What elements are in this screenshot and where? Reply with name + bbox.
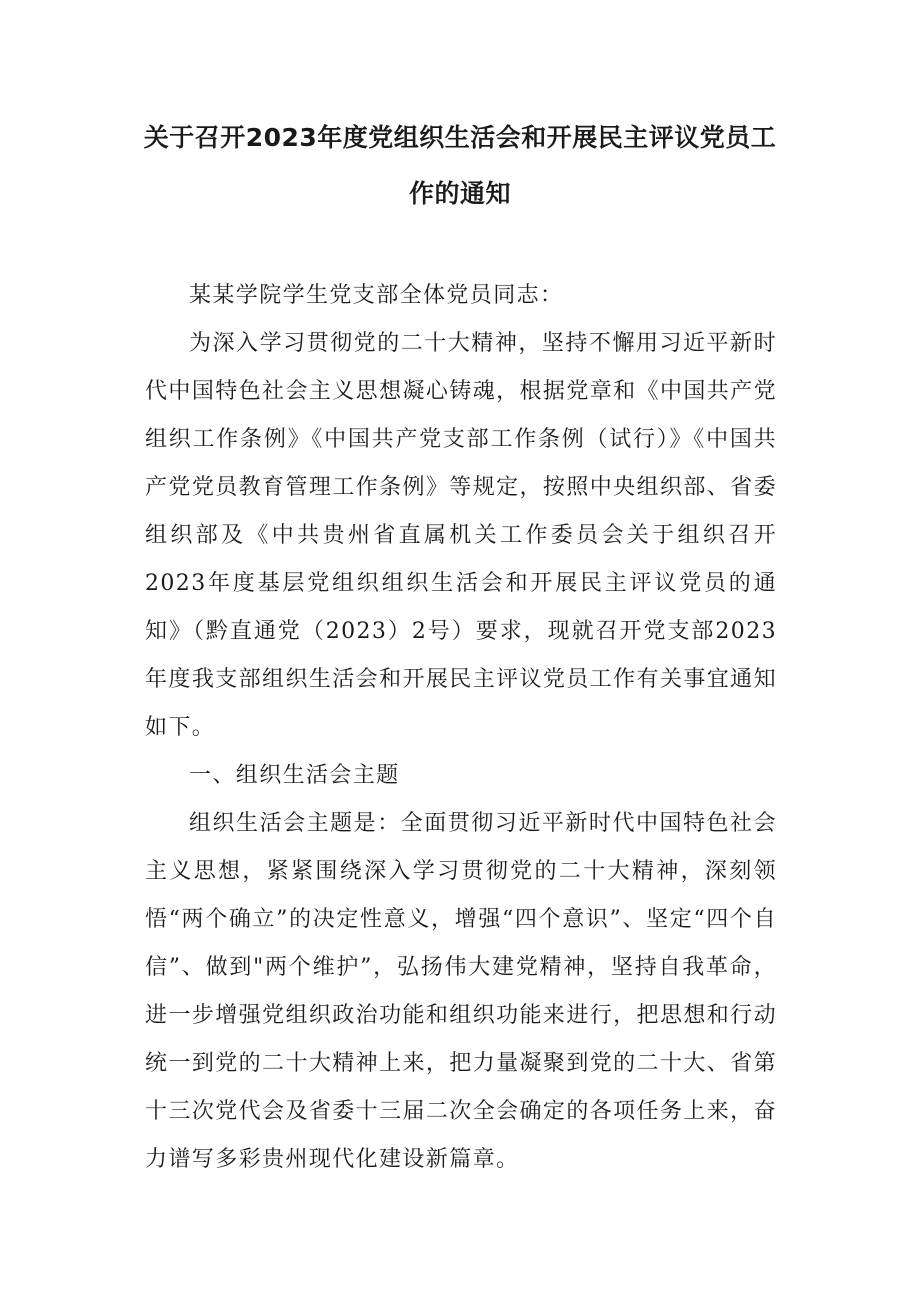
section-1-paragraph: 组织生活会主题是：全面贯彻习近平新时代中国特色社会主义思想，紧紧围绕深入学习贯彻党的二十大精神，深刻领悟“两个确立”的决定性意义，增强“四个意识”、坚定“四个自信”、做到"两个维护”，弘扬伟大建党精神，坚持自我革命，进一步增强党组织政治功能和组织功能来进行，把思想和行动统一到党的二十大精神上来，把力量凝聚到党的二十大、省第十三次党代会及省委十三届二次全会确定的各项任务上来，奋力谱写多彩贵州现代化建设新篇章。 [145, 811, 777, 1172]
title-line-2: 作的通知 [408, 179, 511, 208]
section-1-heading: 一、组织生活会主题 [189, 763, 400, 788]
intro-paragraph: 为深入学习贯彻党的二十大精神，坚持不懈用习近平新时代中国特色社会主义思想凝心铸魂，根据党章和《中国共产党组织工作条例》《中国共产党支部工作条例（试行）》《中国共产党党员教育管理工作条例》等规定，按照中央组织部、省委组织部及《中共贵州省直属机关工作委员会关于组织召开2023年度基层党组织组织生活会和开展民主评议党员的通知》（黔直通党（2023）2号）要求，现就召开党支部2023年度我支部组织生活会和开展民主评议党员工作有关事宜通知如下。 [145, 331, 777, 740]
document-title [120, 110, 800, 222]
title-line-1: 关于召开2023年度党组织生活会和开展民主评议党员工 [143, 123, 777, 152]
document-body [145, 272, 777, 1184]
salutation: 某某学院学生党支部全体党员同志： [189, 283, 564, 308]
